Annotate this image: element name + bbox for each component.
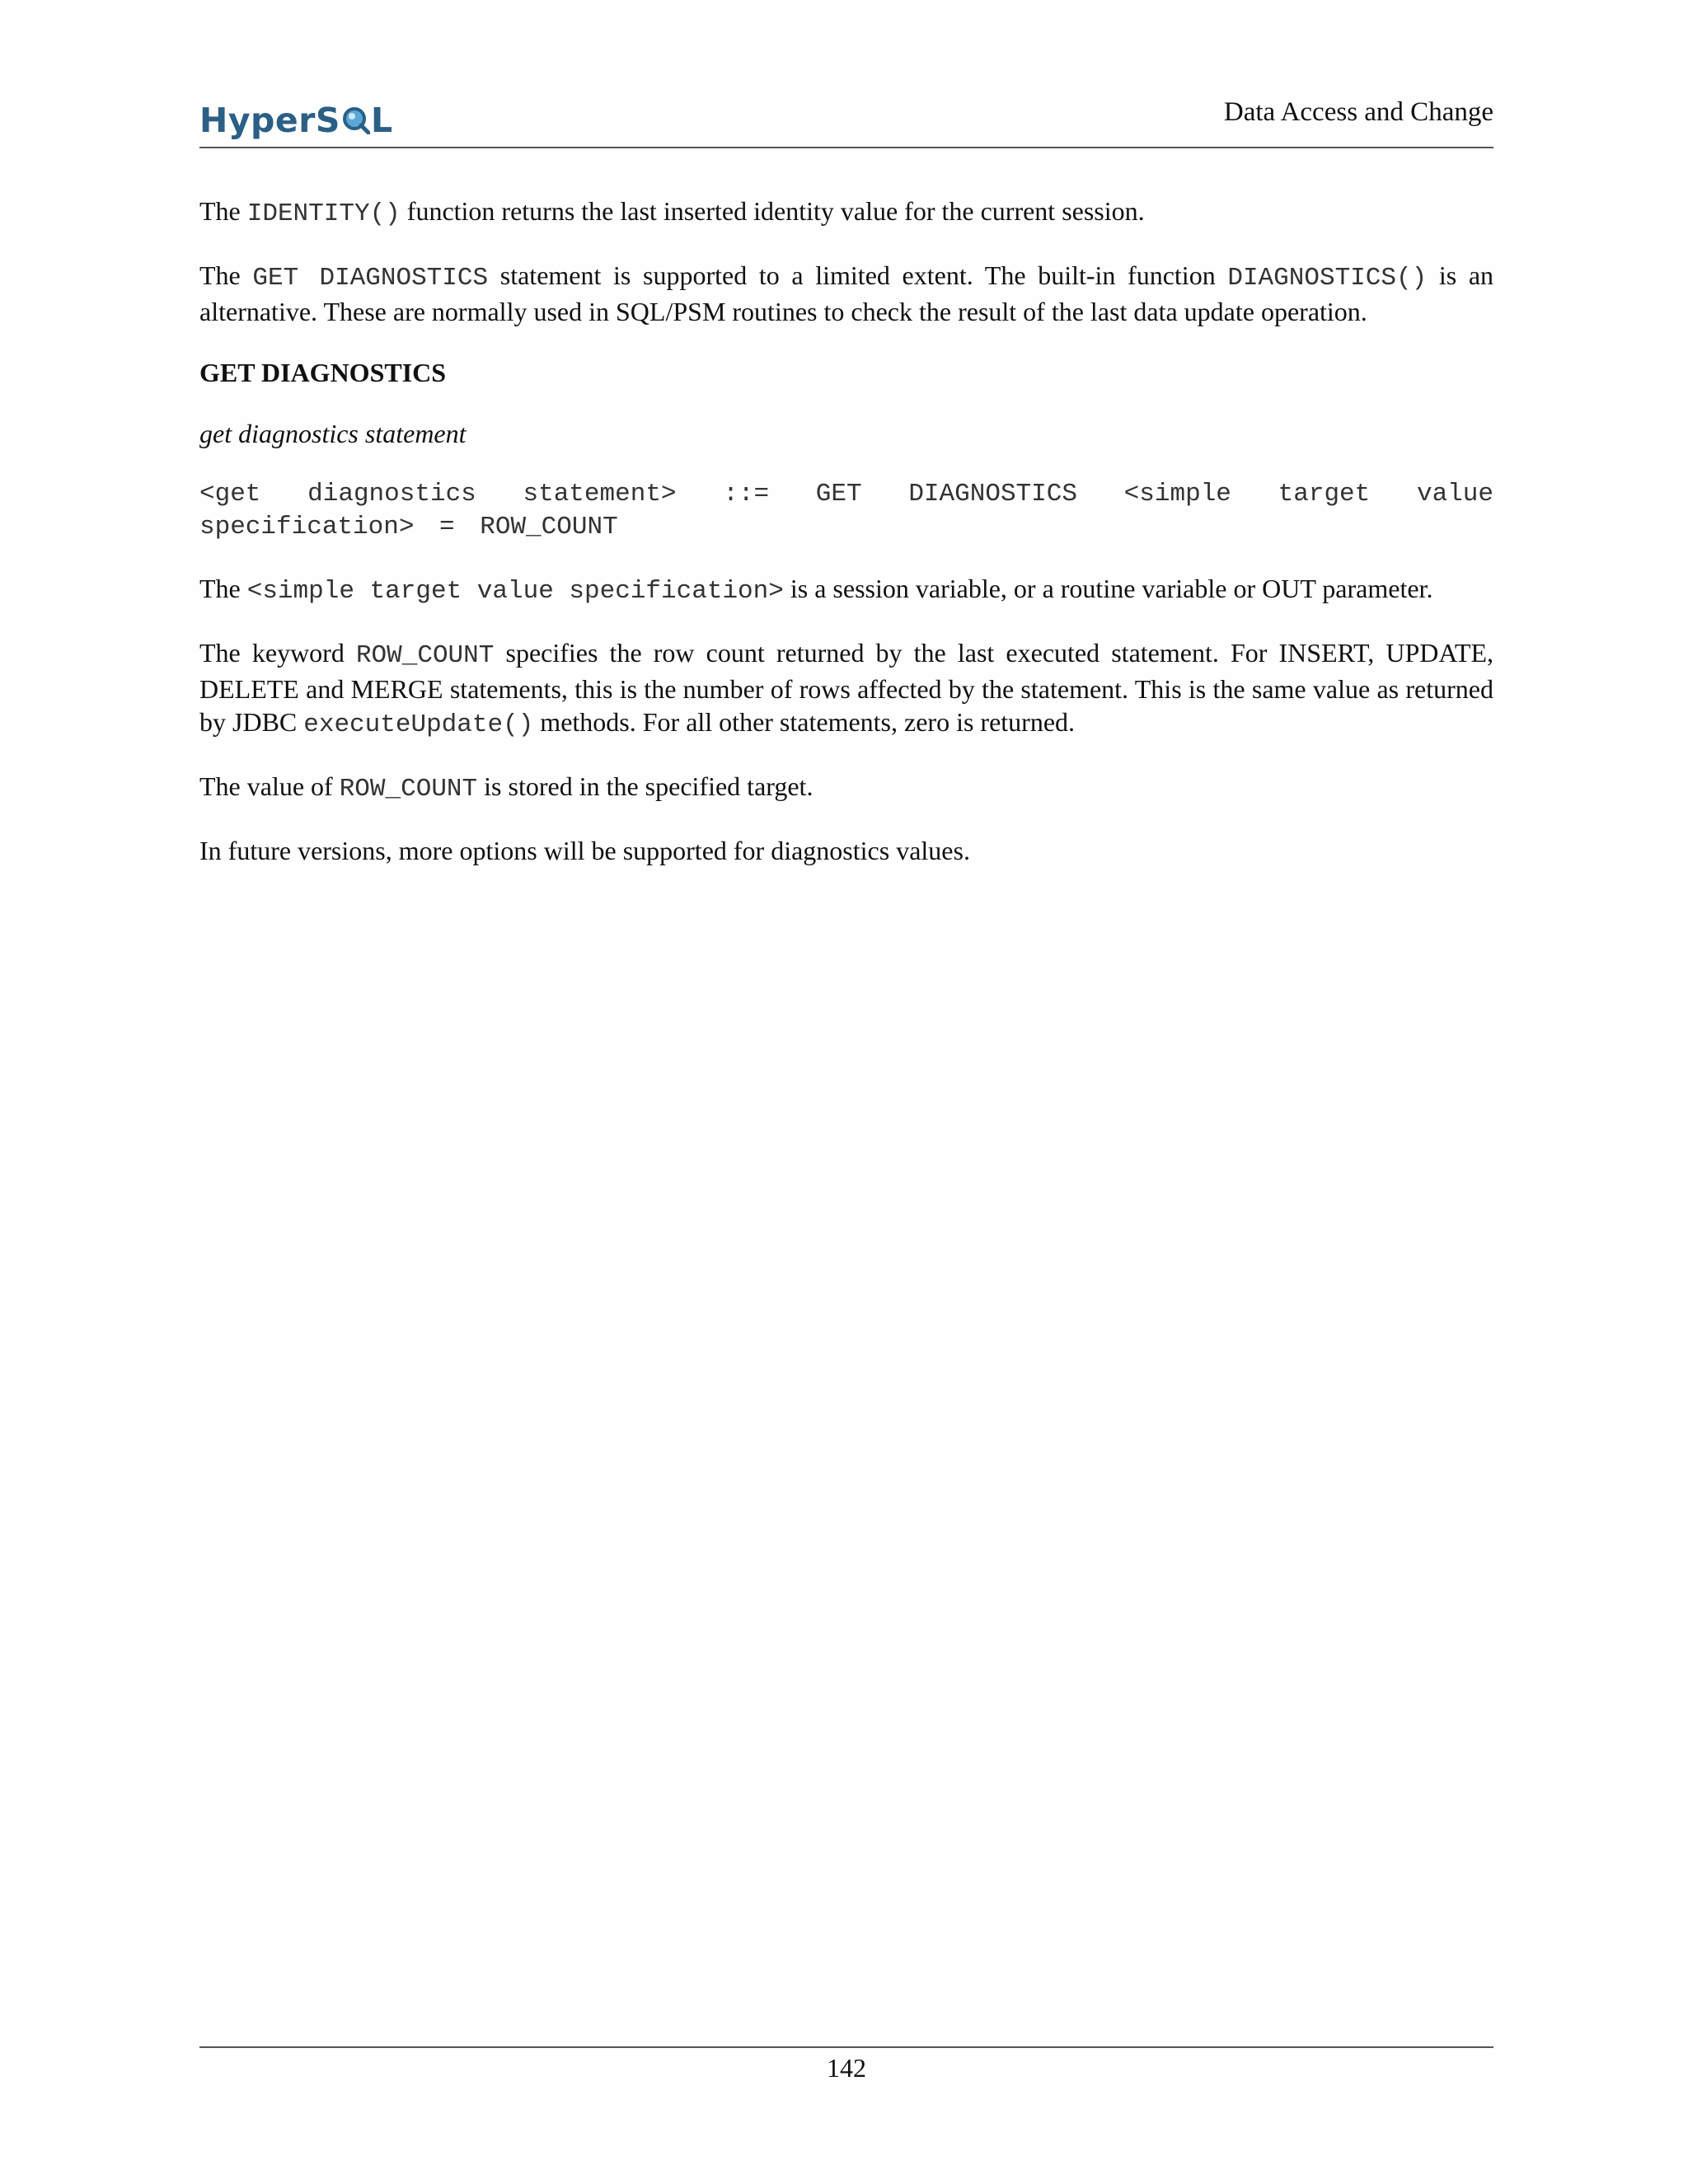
code-diagnostics-function: DIAGNOSTICS() bbox=[1227, 264, 1428, 293]
paragraph-row-count bbox=[199, 636, 1493, 742]
paragraph-identity bbox=[199, 194, 1493, 231]
section-title: Data Access and Change bbox=[1223, 97, 1493, 127]
text: The bbox=[199, 260, 253, 290]
text: The keyword bbox=[199, 638, 356, 668]
code-target-spec: <simple target value specification> bbox=[246, 577, 784, 606]
text: methods. For all other statements, zero is returned. bbox=[533, 707, 1076, 737]
paragraph-get-diagnostics bbox=[199, 259, 1493, 328]
paragraph-target-spec bbox=[199, 572, 1493, 608]
section-heading: GET DIAGNOSTICS bbox=[199, 358, 447, 387]
text: specifies the row count returned by the last executed statement. For INSERT, UPDATE, DELETE and MERGE statements, this is the number of rows affected by the statement. This is the same value as returned by JDBC bbox=[199, 638, 1493, 737]
code-get-diagnostics: GET DIAGNOSTICS bbox=[252, 264, 489, 293]
syntax-definition: <get diagnostics statement> ::= GET DIAGNOSTICS <simple target value specification> = ROW_COUNT bbox=[199, 480, 1493, 541]
footer-divider bbox=[199, 2046, 1493, 2048]
section-subheading: get diagnostics statement bbox=[199, 419, 467, 448]
document-body bbox=[199, 194, 1493, 895]
code-row-count: ROW_COUNT bbox=[355, 641, 495, 670]
page-header bbox=[199, 92, 1493, 148]
paragraph-value-stored bbox=[199, 770, 1493, 806]
text: statement is supported to a limited extent. The built-in function bbox=[488, 260, 1228, 290]
text: The bbox=[199, 574, 247, 603]
code-row-count: ROW_COUNT bbox=[339, 775, 478, 804]
code-execute-update: executeUpdate() bbox=[303, 710, 534, 739]
text: is a session variable, or a routine variable or OUT parameter. bbox=[783, 574, 1433, 603]
text: is an alternative. These are normally used in SQL/PSM routines to check the result of the last data update operation. bbox=[199, 260, 1494, 326]
page-number: 142 bbox=[827, 2053, 866, 2083]
text: function returns the last inserted identity value for the current session. bbox=[400, 196, 1145, 226]
magnifier-q-icon bbox=[342, 106, 370, 134]
logo-text-suffix: L bbox=[370, 101, 393, 140]
logo-text-prefix: HyperS bbox=[199, 101, 340, 140]
document-page bbox=[199, 0, 1493, 2184]
text: is stored in the specified target. bbox=[477, 771, 814, 801]
paragraph-future-versions: In future versions, more options will be supported for diagnostics values. bbox=[199, 836, 970, 865]
text: The value of bbox=[199, 771, 340, 801]
hypersql-logo bbox=[199, 97, 393, 143]
text: The bbox=[199, 196, 247, 226]
code-identity: IDENTITY() bbox=[246, 199, 401, 228]
